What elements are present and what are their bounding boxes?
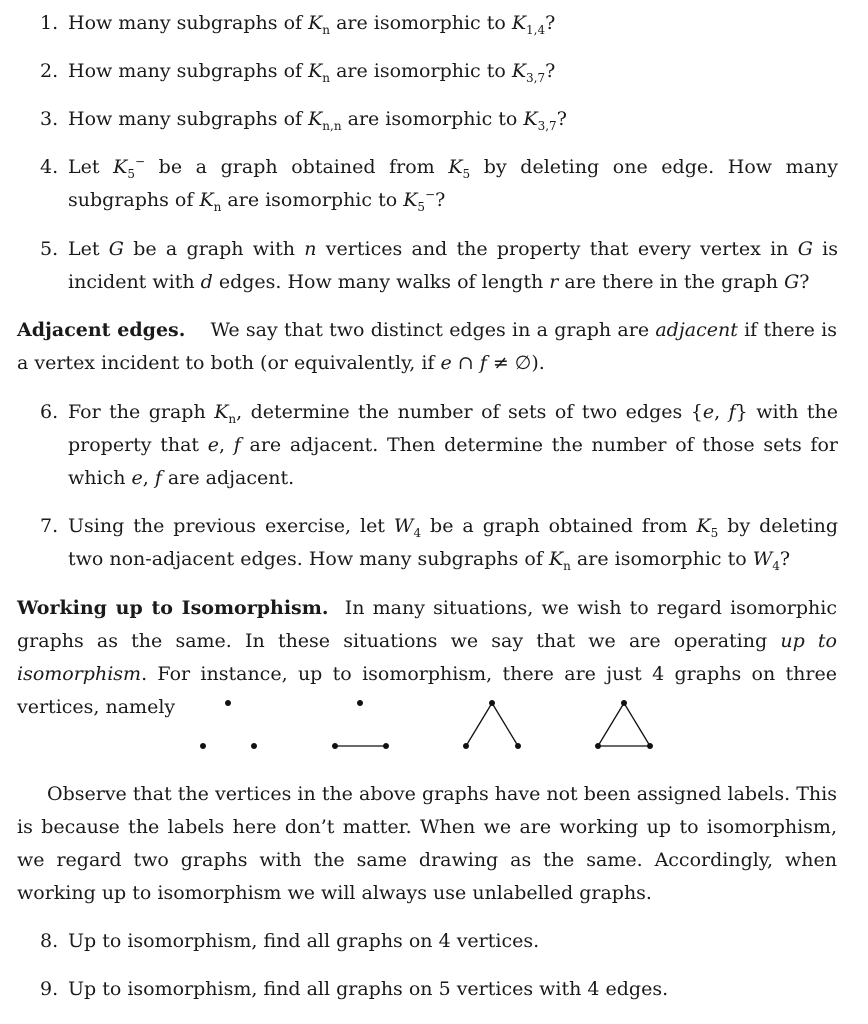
exercise-number: 7. bbox=[40, 515, 59, 537]
exercise-4: 4. Let $K_5^-$ be a graph obtained from $K_5$ by deleting one edge. How many subgraphs of $K_n$ are isomorphic to $K_5^-$? bbox=[38, 151, 838, 217]
three-vertex-graphs-figure bbox=[185, 690, 665, 760]
isomorphism-paragraph: Working up to Isomorphism. In many situations, we wish to regard isomorphic graphs as the same. In these situations we say that we are operating up to isomorphism. For instance, up to isomorphism, there are just 4 graphs on three vertices, namely bbox=[17, 597, 837, 718]
exercise-number: 5. bbox=[40, 238, 59, 260]
exercise-6: 6. For the graph $K_n$, determine the number of sets of two edges {e, f} with the property that e, f are adjacent. Then determine the number of those sets for which e, f are adjacent. bbox=[38, 396, 838, 495]
exercise-number: 4. bbox=[40, 156, 59, 178]
exercise-7: 7. Using the previous exercise, let $W_4$ be a graph obtained from $K_5$ by deleting two non-adjacent edges. How many subgraphs of $K_n$ are isomorphic to $W_4$? bbox=[38, 510, 838, 576]
exercise-number: 2. bbox=[40, 60, 59, 82]
exercise-number: 1. bbox=[40, 12, 59, 34]
exercise-2: 2. How many subgraphs of $K_n$ are isomorphic to $K_{3,7}$? bbox=[38, 55, 838, 88]
exercise-9 bbox=[38, 973, 838, 1006]
graph-no-edges bbox=[200, 700, 257, 749]
exercise-number: 8. bbox=[40, 930, 59, 952]
exercise-1: 1. How many subgraphs of $K_n$ are isomorphic to $K_{1,4}$? bbox=[38, 7, 838, 40]
exercise-text: Up to isomorphism, find all graphs on 5 vertices with 4 edges. bbox=[68, 978, 669, 1000]
exercise-8 bbox=[38, 925, 838, 958]
adjacent-edges-heading: Adjacent edges. bbox=[17, 319, 186, 341]
adjacent-edges-paragraph: Adjacent edges. We say that two distinct edges in a graph are adjacent if there is a vertex incident to both (or equivalently, if e ∩ f ≠ ∅). bbox=[17, 319, 838, 374]
exercise-number: 6. bbox=[40, 401, 59, 423]
graph-path bbox=[463, 700, 521, 749]
graph-triangle bbox=[595, 700, 653, 749]
exercise-5: 5. Let G be a graph with n vertices and the property that every vertex in G is incident with d edges. How many walks of length r are there in the graph G? bbox=[38, 233, 838, 299]
graph-one-edge bbox=[332, 700, 389, 749]
exercise-number: 9. bbox=[40, 978, 59, 1000]
exercise-text: Up to isomorphism, find all graphs on 4 vertices. bbox=[68, 930, 540, 952]
observe-paragraph: Observe that the vertices in the above graphs have not been assigned labels. This is because the labels here don’t matter. When we are working up to isomorphism, we regard two graphs with the same drawing as the same. Accordingly, when working up to isomorphism we will always use unlabelled graphs. bbox=[17, 783, 837, 904]
exercise-3: 3. How many subgraphs of $K_{n,n}$ are isomorphic to $K_{3,7}$? bbox=[38, 103, 838, 136]
exercise-number: 3. bbox=[40, 108, 59, 130]
isomorphism-heading: Working up to Isomorphism. bbox=[17, 597, 329, 619]
